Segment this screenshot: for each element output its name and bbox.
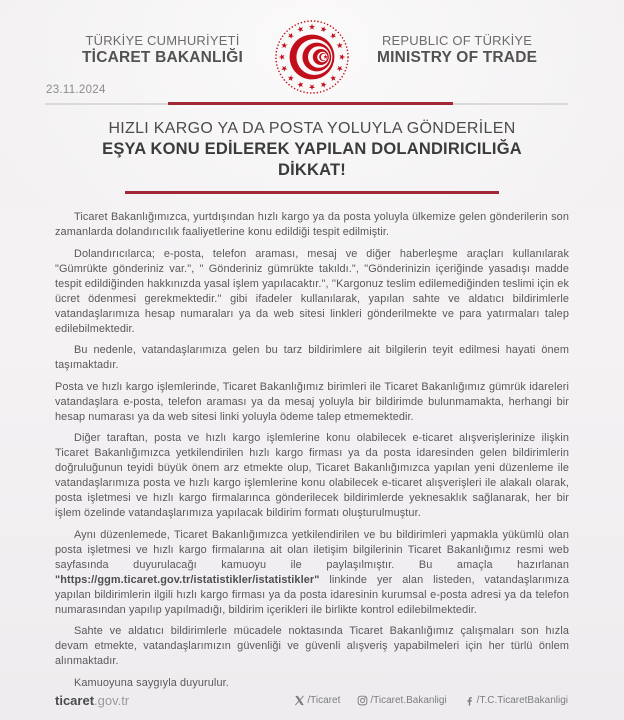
publication-date: 23.11.2024 <box>46 84 106 96</box>
header-line-en-2: MINISTRY OF TRADE <box>377 49 538 66</box>
paragraph-text: Posta ve hızlı kargo işlemlerinde, Ticaret Bakanlığımız birimleri ile Ticaret Bakanlığımız gümrük idareleri vatandaşlara e-posta, telefon araması ya da mesaj yoluyla bir bildirimde bulunmamakta, herhangi bir hesap numarası ya da web sitesi linki yoluyla ödeme talep etmemektedir. <box>55 380 569 423</box>
title-line-2: EŞYA KONU EDİLEREK YAPILAN DOLANDIRICILIĞA <box>102 140 522 158</box>
social-link-instagram[interactable] <box>357 695 446 706</box>
announcement-paragraph <box>55 380 569 425</box>
paragraph-text: Sahte ve aldatıcı bildirimlerle mücadele noktasında Ticaret Bakanlığımız çalışmaları son hızla devam etmekte, vatandaşlarımızın güvenliği ve güvenli alışveriş yapabilmeleri için her türlü önlem alınmaktadır. <box>55 625 569 667</box>
paragraph-text: Ticaret Bakanlığımızca, yurtdışından hızlı kargo ya da posta yoluyla ülkemize gelen gönderilerin son zamanlarda dolandırıcılık faaliyetlerine konu edildiği tespit edilmiştir. <box>55 211 569 238</box>
announcement-title <box>0 118 624 194</box>
announcement-paragraph <box>55 431 569 521</box>
title-line-1: HIZLI KARGO YA DA POSTA YOLUYLA GÖNDERİLEN <box>108 120 516 137</box>
paragraph-text: Bu nedenle, vatandaşlarımıza gelen bu tarz bildirimlere ait bilgilerin teyit edilmesi hayati önem taşımaktadır. <box>55 344 569 371</box>
announcement-paragraph <box>55 210 569 240</box>
announcement-paragraph <box>55 343 569 373</box>
website-url-bold-part: ticaret <box>55 693 95 708</box>
paragraph-text: Kamuoyuna saygıyla duyurulur. <box>74 676 229 689</box>
social-links <box>294 695 568 706</box>
instagram-icon <box>357 695 368 706</box>
social-link-facebook[interactable] <box>464 695 568 706</box>
website-url-domain-part: .gov.tr <box>94 693 130 708</box>
website-url[interactable] <box>55 693 129 708</box>
paragraph-text: linkinde yer alan listeden, vatandaşlarımıza yapılan bildirimlerin ilgili hızlı kargo firması ya da posta idaresinin kurumsal e-posta adresi ya da telefon numarasından yapılıp yapılmadığı, bildirim içerikleri ile birlikte kontrol edilebilmektedir. <box>55 573 569 616</box>
social-handle-x: /Ticaret <box>307 695 341 706</box>
ministry-name-english <box>377 33 537 67</box>
facebook-icon <box>464 695 475 706</box>
announcement-paragraph <box>55 247 569 337</box>
header-line-tr-1: TÜRKİYE CUMHURİYETİ <box>85 33 240 48</box>
announcement-paragraph <box>55 624 569 669</box>
announcement-paragraph <box>55 528 569 618</box>
header-line-tr-2: TİCARET BAKANLIĞI <box>82 49 243 66</box>
title-underline <box>125 191 499 194</box>
x-icon <box>294 695 305 706</box>
header-divider-red-accent <box>168 102 453 105</box>
title-line-3: DİKKAT! <box>278 161 346 179</box>
announcement-body <box>55 210 569 697</box>
social-link-x[interactable] <box>294 695 340 706</box>
ministry-name-turkish <box>82 33 243 67</box>
social-handle-instagram: /Ticaret.Bakanligi <box>370 695 447 706</box>
ministry-of-trade-emblem-icon <box>272 17 352 97</box>
inline-url-text[interactable]: "https://ggm.ticaret.gov.tr/istatistikler/istatistikler" <box>55 573 320 586</box>
paragraph-text: Aynı düzenlemede, Ticaret Bakanlığımızca yetkilendirilen ve bu bildirimleri yapmakla yükümlü olan posta işletmesi ve hızlı kargo firmalarına ait olan iletişim bilgilerinin Ticaret Bakanlığımız resmi web sayfasında duyurulacağı kamuoyu ile paylaşılmıştır. Bu amaçla hazırlanan <box>55 528 569 571</box>
announcement-paragraph <box>55 676 569 691</box>
header-line-en-1: REPUBLIC OF TÜRKİYE <box>381 33 533 48</box>
social-handle-facebook: /T.C.TicaretBakanligi <box>476 695 568 706</box>
paragraph-text: Dolandırıcılarca; e-posta, telefon araması, mesaj ve diğer haberleşme araçları kullanılarak "Gümrükte gönderiniz var.", " Gönderiniz gümrükte takıldı.", "Gönderinizin içeriğinde yasadışı madde tespit edildiğinden hakkınızda yasal işlem yapılacaktır.", ''Kargonuz teslim edilemediğinden teslimi için ek ücret ödenmesi gerekmektedir.'' gibi ifadeler kullanılarak, yapılan sahte ve aldatıcı bildirimlerle vatandaşlarımıza hesap numaraları ya da web sitesi linkleri gönderilmekte ve para yatırmaları talep edilebilmektedir. <box>55 247 569 335</box>
paragraph-text: Diğer taraftan, posta ve hızlı kargo işlemlerine konu olabilecek e-ticaret alışverişlerinize ilişkin Ticaret Bakanlığımızca yetkilendirilen hızlı kargo firması ya da posta idaresinden gelen bildirimlerin doğruluğunun teyidi büyük önem arz etmekte olup, Ticaret Bakanlığımızca yapılan yeni düzenleme ile vatandaşlarımıza posta ve hızlı kargo işlemlerine konu olabilecek e-ticaret alışverişleri ile alakalı olarak, posta işletmesi ve hızlı kargo firmalarınca gönderilecek bildirimlerde yeknesaklık sağlanarak, her bir işlem özelinde vatandaşlarımıza yapılacak bildirim formatı oluşturulmuştur. <box>55 432 569 519</box>
